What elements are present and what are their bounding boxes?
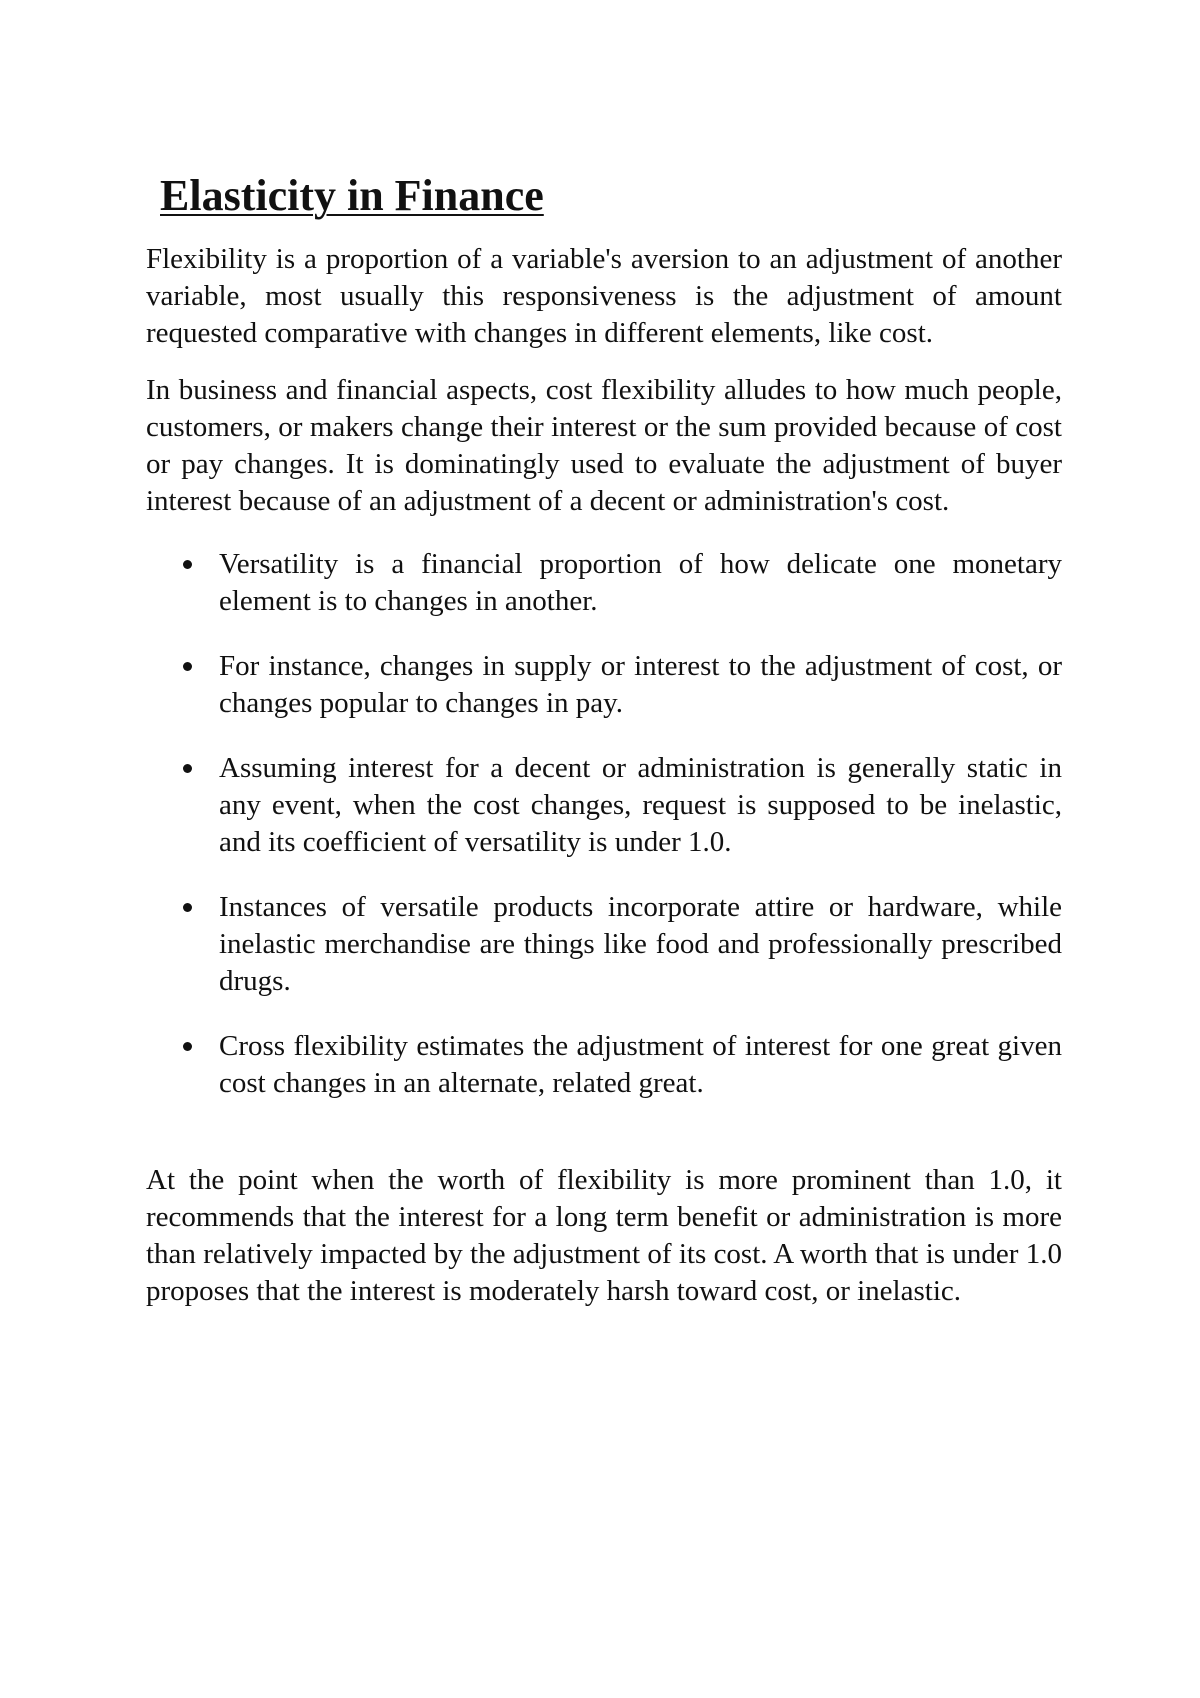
list-item	[146, 648, 1062, 722]
list-item	[146, 1028, 1062, 1102]
list-item-text: Cross flexibility estimates the adjustment of interest for one great given cost changes in an alternate, related great.	[219, 1029, 1062, 1099]
document-title: Elasticity in Finance	[160, 171, 544, 220]
bullet-icon	[183, 1042, 192, 1051]
paragraph-definition: Flexibility is a proportion of a variable's aversion to an adjustment of another variable, most usually this responsiveness is the adjustment of amount requested comparative with changes in different elements, like cost.	[146, 242, 1062, 349]
list-item-text: Instances of versatile products incorporate attire or hardware, while inelastic merchandise are things like food and professionally prescribed drugs.	[219, 890, 1062, 997]
bullet-icon	[183, 903, 192, 912]
paragraph-business-context: In business and financial aspects, cost flexibility alludes to how much people, customers, or makers change their interest or the sum provided because of cost or pay changes. It is dominatingly used to evaluate the adjustment of buyer interest because of an adjustment of a decent or administration's cost.	[146, 373, 1062, 517]
bullet-icon	[183, 560, 192, 569]
document-page	[146, 170, 1062, 1310]
list-item	[146, 889, 1062, 1000]
paragraph-conclusion: At the point when the worth of flexibility is more prominent than 1.0, it recommends that the interest for a long term benefit or administration is more than relatively impacted by the adjustment of its cost. A worth that is under 1.0 proposes that the interest is moderately harsh toward cost, or inelastic.	[146, 1163, 1062, 1307]
list-item-text: For instance, changes in supply or interest to the adjustment of cost, or changes popular to changes in pay.	[219, 649, 1062, 719]
list-item-text: Versatility is a financial proportion of how delicate one monetary element is to changes in another.	[219, 547, 1062, 617]
bullet-icon	[183, 662, 192, 671]
list-item	[146, 546, 1062, 620]
list-item	[146, 750, 1062, 861]
bullet-icon	[183, 764, 192, 773]
key-points-list	[146, 546, 1062, 1102]
list-item-text: Assuming interest for a decent or administration is generally static in any event, when the cost changes, request is supposed to be inelastic, and its coefficient of versatility is under 1.0.	[219, 751, 1062, 858]
